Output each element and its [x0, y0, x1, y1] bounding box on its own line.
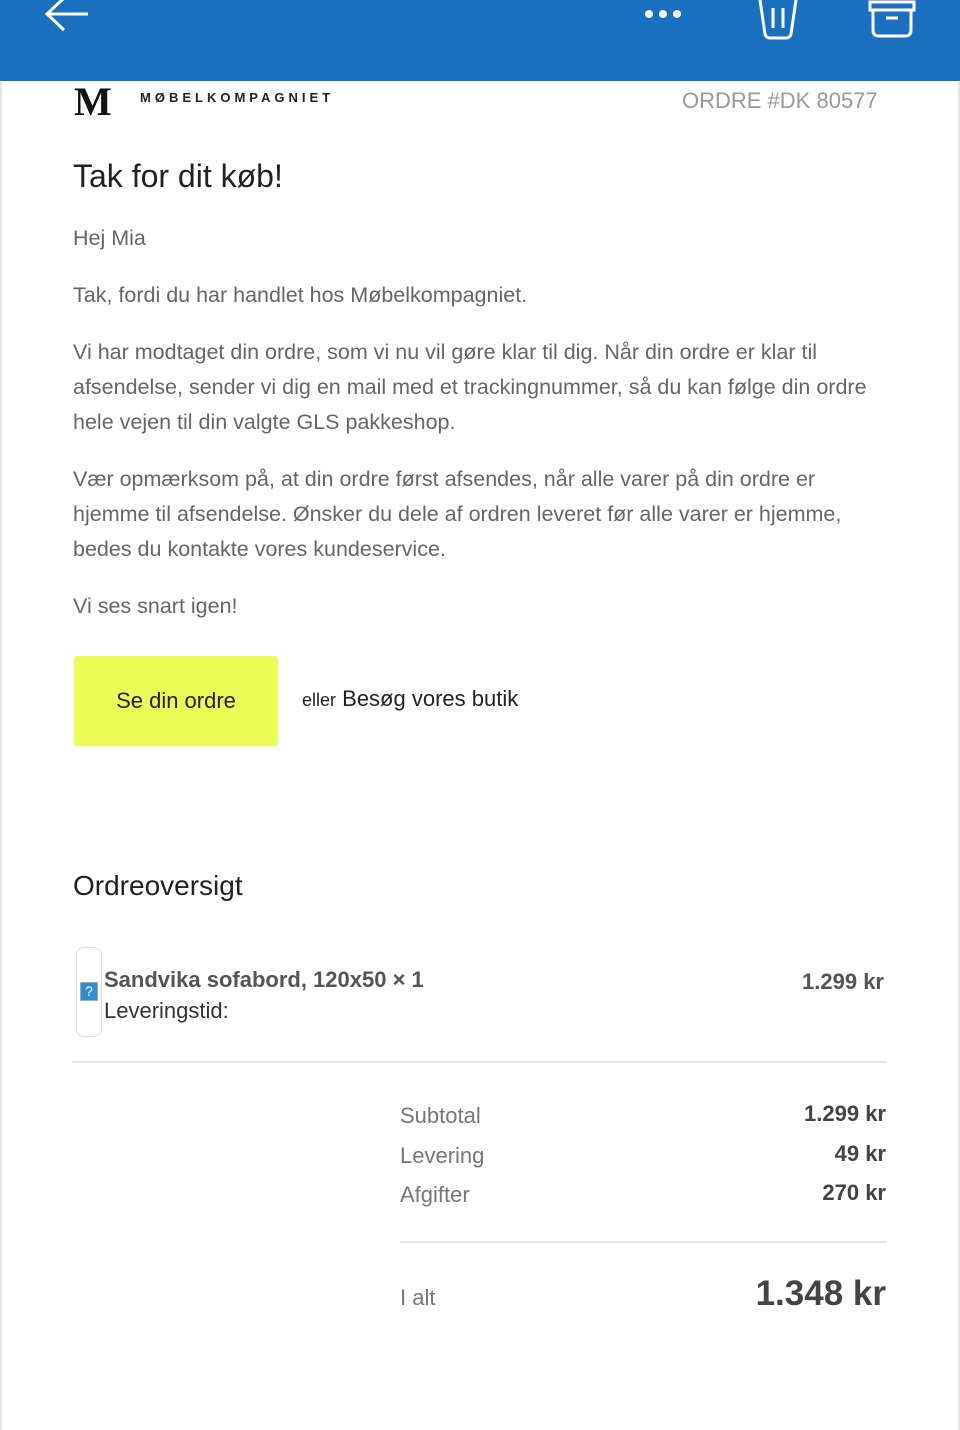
back-icon[interactable]: [44, 0, 92, 34]
view-order-button[interactable]: Se din ordre: [74, 656, 278, 746]
greeting: Hej Mia: [73, 226, 146, 250]
summary-title: Ordreoversigt: [73, 870, 243, 901]
more-icon[interactable]: [644, 8, 684, 20]
total-label: I alt: [400, 1285, 436, 1310]
paragraph: Vi ses snart igen!: [73, 594, 238, 618]
shipping-value: 49 kr: [834, 1141, 886, 1166]
visit-shop-link[interactable]: Besøg vores butik: [342, 686, 519, 711]
archive-icon[interactable]: [866, 0, 918, 40]
tax-label: Afgifter: [400, 1182, 470, 1207]
broken-image-icon: ?: [80, 982, 98, 1001]
brand-logo: M: [74, 79, 108, 124]
trash-icon[interactable]: [756, 0, 800, 42]
top-toolbar: [0, 0, 960, 81]
list-item: [104, 964, 424, 1026]
or-label: eller: [302, 690, 337, 710]
paragraph: Vær opmærksom på, at din ordre først afsendes, når alle varer på din ordre er hjemme til afsendelse. Ønsker du dele af ordren leveret før alle varer er hjemme, bedes du kontakte vores kundeservice.: [73, 467, 842, 561]
page-title: Tak for dit køb!: [73, 158, 283, 194]
brand-name: MØBELKOMPAGNIET: [140, 90, 335, 105]
subtotal-label: Subtotal: [400, 1103, 481, 1128]
divider: [72, 1061, 887, 1063]
tax-value: 270 kr: [822, 1180, 886, 1205]
subtotal-value: 1.299 kr: [804, 1101, 886, 1126]
divider: [400, 1241, 887, 1243]
item-delivery: Leveringstid:: [104, 998, 229, 1023]
item-name: Sandvika sofabord, 120x50 × 1: [104, 967, 424, 992]
shipping-label: Levering: [400, 1143, 485, 1168]
paragraph: Vi har modtaget din ordre, som vi nu vil gøre klar til dig. Når din ordre er klar til afsendelse, sender vi dig en mail med et trackingnummer, så du kan følge din ordre hele vejen til din valgte GLS pakkeshop.: [73, 340, 867, 434]
alt-link-row: [302, 686, 518, 712]
order-number: ORDRE #DK 80577: [682, 88, 878, 113]
item-price: 1.299 kr: [802, 969, 884, 994]
paragraph: Tak, fordi du har handlet hos Møbelkompagniet.: [73, 283, 528, 307]
total-value: 1.348 kr: [755, 1274, 886, 1313]
